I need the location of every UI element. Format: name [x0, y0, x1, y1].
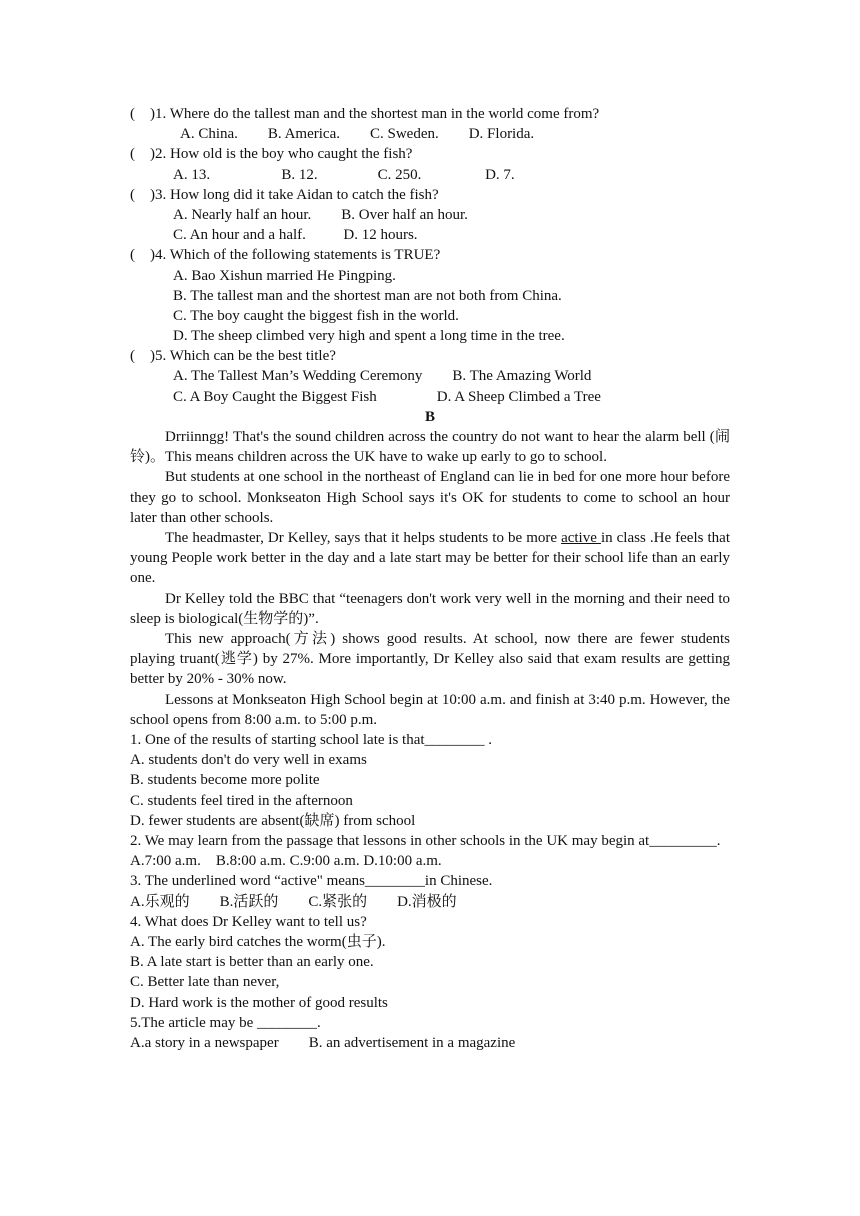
b-q1-option-c: C. students feel tired in the afternoon — [130, 792, 353, 809]
b-q1-option-d: D. fewer students are absent(缺席) from school — [130, 812, 416, 829]
a-q3-stem: ( )3. How long did it take Aidan to catch the fish? — [130, 186, 439, 203]
p3-text-after: in class .He feels that young People work better in the day and a late start may be better for their school life than an early one. — [130, 530, 731, 587]
a-q5-stem: ( )5. Which can be the best title? — [130, 348, 336, 365]
b-q1-option-a: A. students don't do very well in exams — [130, 752, 367, 769]
a-q5-options-1: A. The Tallest Man’s Wedding Ceremony B. The Amazing World — [173, 368, 592, 385]
b-q4-stem: 4. What does Dr Kelley want to tell us? — [130, 913, 367, 930]
a-q4-stem: ( )4. Which of the following statements is TRUE? — [130, 247, 441, 264]
b-q4-option-b: B. A late start is better than an early one. — [130, 954, 374, 971]
a-q4-option-b: B. The tallest man and the shortest man are not both from China. — [173, 287, 562, 304]
b-q3-options: A.乐观的 B.活跃的 C.紧张的 D.消极的 — [130, 893, 457, 910]
b-q4-option-c: C. Better late than never, — [130, 974, 280, 991]
b-q4-option-a: A. The early bird catches the worm(虫子). — [130, 933, 386, 950]
a-q3-options-2: C. An hour and a half. D. 12 hours. — [173, 227, 418, 244]
passage-paragraph-3 — [130, 528, 730, 589]
passage-paragraph-2: But students at one school in the northeast of England can lie in bed for one more hour before they go to school. Monkseaton High School says it's OK for students to come to school an hour later than other schools. — [130, 469, 730, 526]
a-q5-options-2: C. A Boy Caught the Biggest Fish D. A Sheep Climbed a Tree — [173, 388, 601, 405]
a-q3-options-1: A. Nearly half an hour. B. Over half an hour. — [173, 206, 468, 223]
a-q1-options: A. China. B. America. C. Sweden. D. Florida. — [180, 126, 535, 143]
a-q4-option-a: A. Bao Xishun married He Pingping. — [173, 267, 396, 284]
passage-paragraph-4: Dr Kelley told the BBC that “teenagers don't work very well in the morning and their need to sleep is biological(生物学的)”. — [130, 590, 730, 627]
a-q1-stem: ( )1. Where do the tallest man and the shortest man in the world come from? — [130, 106, 600, 122]
b-q3-stem: 3. The underlined word “active" means________in Chinese. — [130, 873, 493, 890]
underlined-word-active: active — [561, 530, 601, 547]
a-q4-option-d: D. The sheep climbed very high and spent a long time in the tree. — [173, 328, 565, 345]
section-b-heading: B — [424, 408, 435, 425]
passage-paragraph-6: Lessons at Monkseaton High School begin at 10:00 a.m. and finish at 3:40 p.m. However, the school opens from 8:00 a.m. to 5:00 p.m. — [130, 691, 730, 728]
p3-text-before: The headmaster, Dr Kelley, says that it helps students to be more — [165, 530, 562, 547]
a-q2-stem: ( )2. How old is the boy who caught the fish? — [130, 146, 413, 163]
b-q1-stem: 1. One of the results of starting school late is that________ . — [130, 732, 493, 749]
document-page — [130, 104, 730, 1053]
b-q1-option-b: B. students become more polite — [130, 772, 320, 789]
passage-paragraph-1: Drriinngg! That's the sound children across the country do not want to hear the alarm bell (闹铃)。This means children across the UK have to wake up early to go to school. — [130, 429, 730, 466]
b-q5-options: A.a story in a newspaper B. an advertisement in a magazine — [130, 1034, 516, 1051]
a-q4-option-c: C. The boy caught the biggest fish in the world. — [173, 307, 459, 324]
passage-paragraph-5: This new approach(方法) shows good results. At school, now there are fewer students playing truant(逃学) by 27%. More importantly, Dr Kelley also said that exam results are getting better by 20% - 30% now. — [130, 631, 730, 688]
b-q4-option-d: D. Hard work is the mother of good results — [130, 994, 388, 1011]
b-q5-stem: 5.The article may be ________. — [130, 1014, 321, 1031]
b-q2-stem: 2. We may learn from the passage that lessons in other schools in the UK may begin at_________. — [130, 832, 721, 849]
a-q2-options: A. 13. B. 12. C. 250. D. 7. — [173, 166, 515, 183]
b-q2-options: A.7:00 a.m. B.8:00 a.m. C.9:00 a.m. D.10:00 a.m. — [130, 853, 442, 870]
